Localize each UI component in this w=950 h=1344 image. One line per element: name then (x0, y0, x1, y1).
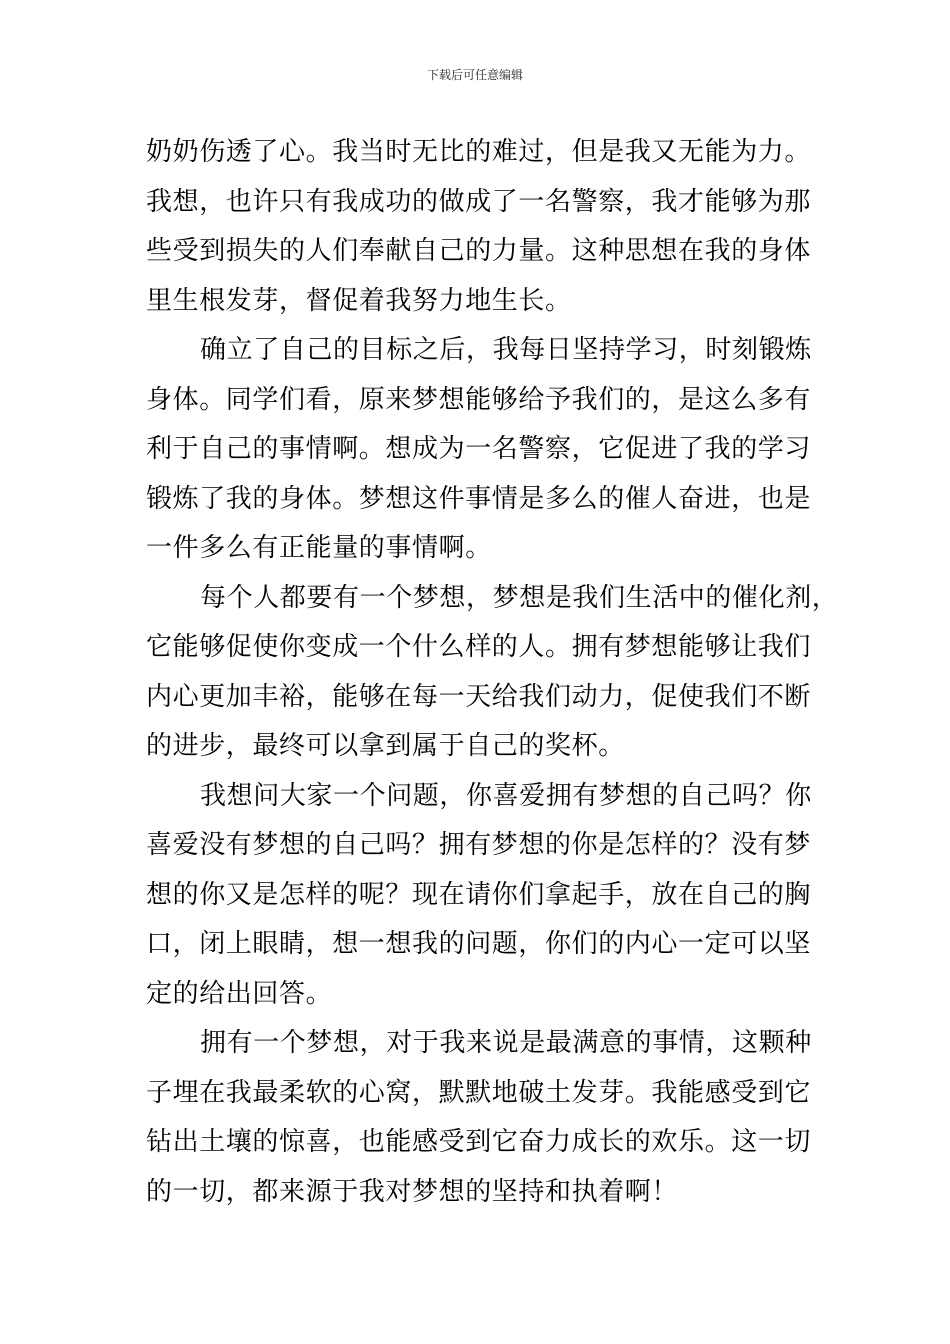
text-line: 拥有一个梦想，对于我来说是最满意的事情，这颗种 (200, 1028, 812, 1058)
text-line: 钻出土壤的惊喜，也能感受到它奋力成长的欢乐。这一切 (146, 1127, 812, 1157)
page-header-note: 下载后可任意编辑 (426, 68, 523, 82)
text-line: 想的你又是怎样的呢？现在请你们拿起手，放在自己的胸 (146, 879, 812, 910)
text-line: 些受到损失的人们奉献自己的力量。这种思想在我的身体 (146, 236, 812, 266)
text-line: 一件多么有正能量的事情啊。 (146, 533, 492, 563)
text-line: 里生根发芽，督促着我努力地生长。 (146, 285, 572, 316)
text-line: 每个人都要有一个梦想，梦想是我们生活中的催化剂， (200, 582, 839, 613)
text-line: 喜爱没有梦想的自己吗？拥有梦想的你是怎样的？没有梦 (146, 830, 812, 860)
text-line: 定的给出回答。 (146, 978, 333, 1009)
text-line: 奶奶伤透了心。我当时无比的难过，但是我又无能为力。 (146, 137, 812, 167)
text-line: 的一切，都来源于我对梦想的坚持和执着啊！ (146, 1176, 679, 1207)
text-line: 身体。同学们看，原来梦想能够给予我们的，是这么多有 (146, 384, 812, 415)
text-line: 子埋在我最柔软的心窝，默默地破土发芽。我能感受到它 (146, 1077, 812, 1108)
text-line: 的进步，最终可以拿到属于自己的奖杯。 (146, 731, 625, 761)
text-line: 确立了自己的目标之后，我每日坚持学习，时刻锻炼 (200, 335, 812, 365)
text-line: 口，闭上眼睛，想一想我的问题，你们的内心一定可以坚 (146, 929, 812, 959)
text-line: 利于自己的事情啊。想成为一名警察，它促进了我的学习 (146, 434, 812, 464)
text-line: 内心更加丰裕，能够在每一天给我们动力，促使我们不断 (146, 681, 812, 712)
text-line: 我想问大家一个问题，你喜爱拥有梦想的自己吗？你 (200, 780, 812, 811)
text-line: 我想，也许只有我成功的做成了一名警察，我才能够为那 (146, 186, 812, 217)
text-line: 锻炼了我的身体。梦想这件事情是多么的催人奋进，也是 (146, 483, 812, 514)
text-line: 它能够促使你变成一个什么样的人。拥有梦想能够让我们 (146, 632, 812, 662)
document-body (146, 128, 839, 1217)
